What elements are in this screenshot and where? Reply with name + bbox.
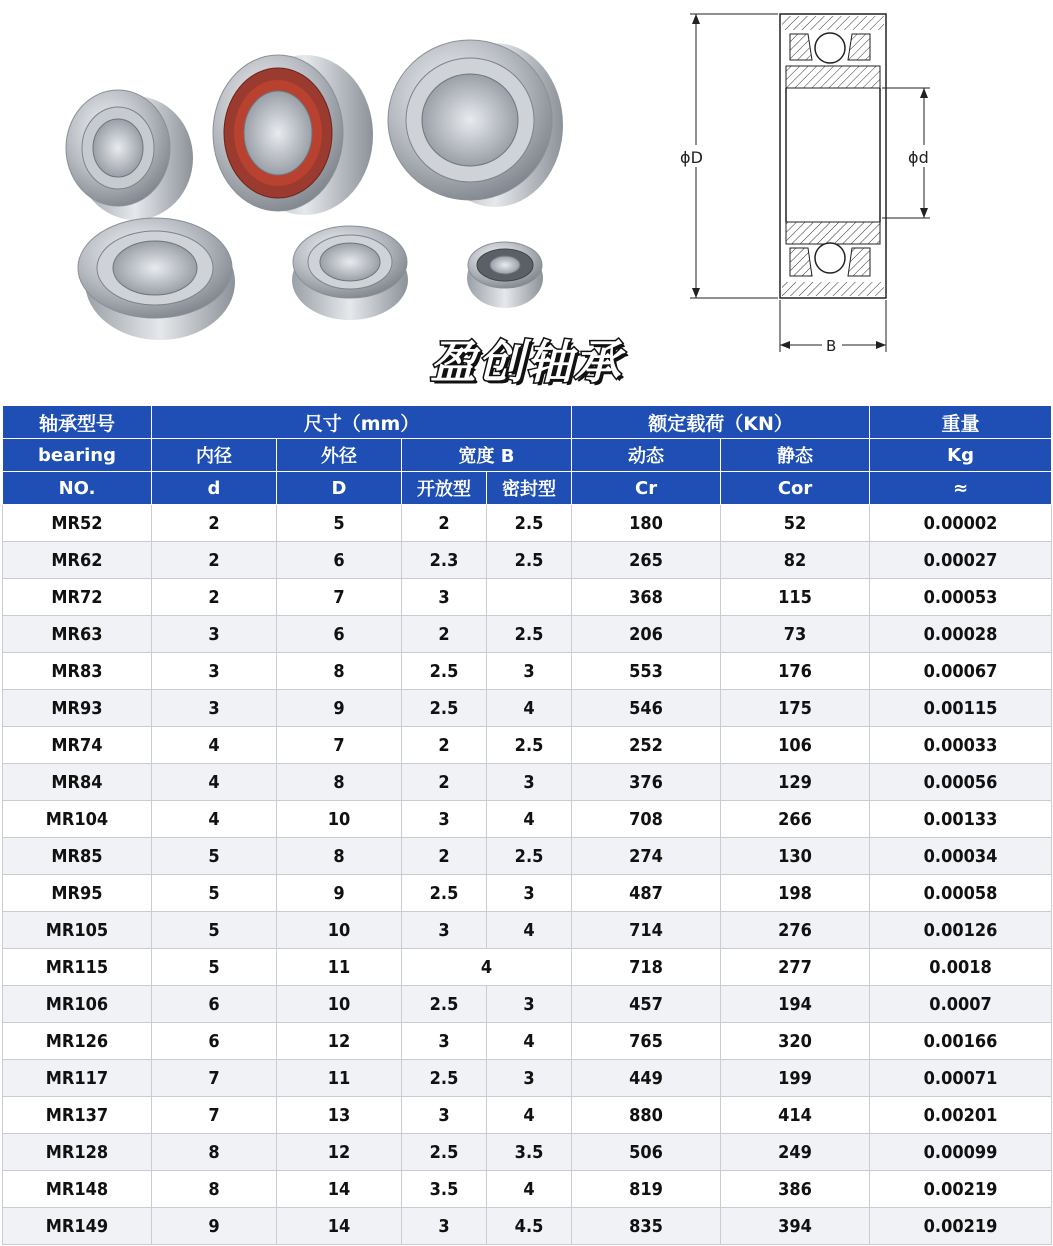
sealed-width-cell — [487, 579, 572, 616]
sealed-width-cell: 2.5 — [487, 838, 572, 875]
header-dynamic-sym: Cr — [572, 472, 721, 505]
header-static: 静态 — [721, 439, 870, 472]
table-row — [3, 616, 1052, 653]
static-load-cell: 52 — [721, 505, 870, 542]
outer-diameter-cell: 10 — [277, 986, 402, 1023]
outer-diameter-cell: 8 — [277, 764, 402, 801]
open-width-cell: 3 — [402, 1208, 487, 1245]
outer-diameter-cell: 14 — [277, 1208, 402, 1245]
open-width-cell: 2.5 — [402, 653, 487, 690]
bearing-no-cell: MR128 — [3, 1134, 152, 1171]
table-row — [3, 1023, 1052, 1060]
inner-diameter-cell: 4 — [152, 764, 277, 801]
static-load-cell: 82 — [721, 542, 870, 579]
inner-diameter-cell: 3 — [152, 690, 277, 727]
outer-diameter-cell: 12 — [277, 1134, 402, 1171]
dynamic-load-cell: 487 — [572, 875, 721, 912]
outer-diameter-cell: 5 — [277, 505, 402, 542]
open-width-cell: 2.5 — [402, 1060, 487, 1097]
table-row — [3, 1171, 1052, 1208]
header-bearing-line2: bearing — [3, 439, 152, 472]
table-row — [3, 875, 1052, 912]
brand-logo: 盈创轴承 — [430, 335, 622, 389]
header-size: 尺寸（mm） — [152, 406, 572, 439]
table-row — [3, 1208, 1052, 1245]
bearing-no-cell: MR117 — [3, 1060, 152, 1097]
dynamic-load-cell: 880 — [572, 1097, 721, 1134]
open-width-cell: 3 — [402, 579, 487, 616]
table-row — [3, 1060, 1052, 1097]
static-load-cell: 73 — [721, 616, 870, 653]
open-width-cell: 2 — [402, 764, 487, 801]
inner-diameter-cell: 8 — [152, 1134, 277, 1171]
outer-diameter-cell: 10 — [277, 801, 402, 838]
open-width-cell: 2 — [402, 838, 487, 875]
bearing-no-cell: MR115 — [3, 949, 152, 986]
bearing-image-6 — [467, 242, 543, 308]
inner-diameter-cell: 2 — [152, 579, 277, 616]
header-approx: ≈ — [870, 472, 1052, 505]
static-load-cell: 276 — [721, 912, 870, 949]
inner-diameter-cell: 5 — [152, 838, 277, 875]
table-row — [3, 653, 1052, 690]
inner-diameter-cell: 2 — [152, 542, 277, 579]
weight-cell: 0.00027 — [870, 542, 1052, 579]
bearing-no-cell: MR83 — [3, 653, 152, 690]
weight-cell: 0.00056 — [870, 764, 1052, 801]
dynamic-load-cell: 819 — [572, 1171, 721, 1208]
dynamic-load-cell: 714 — [572, 912, 721, 949]
header-dynamic: 动态 — [572, 439, 721, 472]
open-width-cell: 2 — [402, 616, 487, 653]
open-width-cell: 2.5 — [402, 1134, 487, 1171]
static-load-cell: 277 — [721, 949, 870, 986]
outer-diameter-cell: 11 — [277, 1060, 402, 1097]
open-width-cell: 2.3 — [402, 542, 487, 579]
outer-diameter-cell: 7 — [277, 727, 402, 764]
static-load-cell: 199 — [721, 1060, 870, 1097]
dynamic-load-cell: 368 — [572, 579, 721, 616]
bearing-image-5 — [292, 226, 408, 320]
dynamic-load-cell: 180 — [572, 505, 721, 542]
open-width-cell: 2.5 — [402, 986, 487, 1023]
outer-diameter-cell: 8 — [277, 653, 402, 690]
static-load-cell: 115 — [721, 579, 870, 616]
outer-diameter-cell: 10 — [277, 912, 402, 949]
open-width-cell: 2 — [402, 727, 487, 764]
header-load: 额定载荷（KN） — [572, 406, 870, 439]
bearing-no-cell: MR72 — [3, 579, 152, 616]
inner-diameter-cell: 6 — [152, 986, 277, 1023]
sealed-width-cell: 3 — [487, 986, 572, 1023]
header-outer-sym: D — [277, 472, 402, 505]
dynamic-load-cell: 457 — [572, 986, 721, 1023]
sealed-width-cell: 2.5 — [487, 542, 572, 579]
bearing-no-cell: MR93 — [3, 690, 152, 727]
static-load-cell: 175 — [721, 690, 870, 727]
open-width-cell: 2.5 — [402, 690, 487, 727]
open-width-cell: 2 — [402, 505, 487, 542]
sealed-width-cell: 4.5 — [487, 1208, 572, 1245]
static-load-cell: 129 — [721, 764, 870, 801]
dynamic-load-cell: 274 — [572, 838, 721, 875]
table-row — [3, 764, 1052, 801]
header-inner: 内径 — [152, 439, 277, 472]
bearing-no-cell: MR95 — [3, 875, 152, 912]
weight-cell: 0.0007 — [870, 986, 1052, 1023]
bearing-no-cell: MR63 — [3, 616, 152, 653]
weight-cell: 0.00099 — [870, 1134, 1052, 1171]
sealed-width-cell: 4 — [487, 690, 572, 727]
open-width-cell: 3 — [402, 912, 487, 949]
static-load-cell: 394 — [721, 1208, 870, 1245]
bearing-no-cell: MR52 — [3, 505, 152, 542]
weight-cell: 0.00219 — [870, 1208, 1052, 1245]
static-load-cell: 176 — [721, 653, 870, 690]
sealed-width-cell: 3 — [487, 1060, 572, 1097]
width-label: B — [826, 337, 837, 355]
dynamic-load-cell: 206 — [572, 616, 721, 653]
weight-cell: 0.00028 — [870, 616, 1052, 653]
sealed-width-cell: 4 — [487, 912, 572, 949]
sealed-width-cell: 2.5 — [487, 727, 572, 764]
inner-diameter-cell: 3 — [152, 616, 277, 653]
inner-diameter-cell: 5 — [152, 875, 277, 912]
sealed-width-cell: 4 — [487, 1023, 572, 1060]
static-load-cell: 198 — [721, 875, 870, 912]
width-cell: 4 — [402, 949, 572, 986]
table-row — [3, 505, 1052, 542]
table-row — [3, 690, 1052, 727]
sealed-width-cell: 2.5 — [487, 505, 572, 542]
outer-diameter-cell: 9 — [277, 690, 402, 727]
weight-cell: 0.00053 — [870, 579, 1052, 616]
header-weight: 重量 — [870, 406, 1052, 439]
inner-diameter-label: ϕd — [908, 148, 929, 167]
open-width-cell: 3 — [402, 1023, 487, 1060]
static-load-cell: 414 — [721, 1097, 870, 1134]
dynamic-load-cell: 265 — [572, 542, 721, 579]
sealed-width-cell: 4 — [487, 1097, 572, 1134]
outer-diameter-cell: 6 — [277, 616, 402, 653]
dynamic-load-cell: 376 — [572, 764, 721, 801]
bearing-no-cell: MR126 — [3, 1023, 152, 1060]
table-row — [3, 579, 1052, 616]
bearing-no-cell: MR85 — [3, 838, 152, 875]
weight-cell: 0.0018 — [870, 949, 1052, 986]
sealed-width-cell: 3.5 — [487, 1134, 572, 1171]
bearing-no-cell: MR149 — [3, 1208, 152, 1245]
bearing-cross-section-diagram — [660, 0, 1053, 400]
table-row — [3, 986, 1052, 1023]
bearing-no-cell: MR105 — [3, 912, 152, 949]
bearing-no-cell: MR148 — [3, 1171, 152, 1208]
header-width: 宽度 B — [402, 439, 572, 472]
header-bearing-line1: 轴承型号 — [3, 406, 152, 439]
open-width-cell: 3.5 — [402, 1171, 487, 1208]
static-load-cell: 194 — [721, 986, 870, 1023]
dynamic-load-cell: 718 — [572, 949, 721, 986]
table-row — [3, 1097, 1052, 1134]
weight-cell: 0.00219 — [870, 1171, 1052, 1208]
bearing-no-cell: MR104 — [3, 801, 152, 838]
inner-diameter-cell: 5 — [152, 912, 277, 949]
outer-diameter-cell: 9 — [277, 875, 402, 912]
sealed-width-cell: 2.5 — [487, 616, 572, 653]
bearing-no-cell: MR74 — [3, 727, 152, 764]
outer-diameter-cell: 13 — [277, 1097, 402, 1134]
header-static-sym: Cor — [721, 472, 870, 505]
header-inner-sym: d — [152, 472, 277, 505]
outer-diameter-cell: 8 — [277, 838, 402, 875]
spec-table-body — [3, 505, 1052, 1245]
weight-cell: 0.00034 — [870, 838, 1052, 875]
dynamic-load-cell: 765 — [572, 1023, 721, 1060]
inner-diameter-cell: 3 — [152, 653, 277, 690]
header-bearing-line3: NO. — [3, 472, 152, 505]
bearing-no-cell: MR106 — [3, 986, 152, 1023]
sealed-width-cell: 3 — [487, 875, 572, 912]
table-row — [3, 801, 1052, 838]
outer-diameter-cell: 11 — [277, 949, 402, 986]
dynamic-load-cell: 252 — [572, 727, 721, 764]
bearing-image-2 — [213, 55, 373, 215]
static-load-cell: 320 — [721, 1023, 870, 1060]
open-width-cell: 3 — [402, 1097, 487, 1134]
sealed-width-cell: 3 — [487, 764, 572, 801]
header-open-type: 开放型 — [402, 472, 487, 505]
bearing-no-cell: MR84 — [3, 764, 152, 801]
outer-diameter-cell: 7 — [277, 579, 402, 616]
outer-diameter-label: ϕD — [680, 148, 703, 167]
bearing-spec-table — [2, 405, 1052, 1245]
bearing-no-cell: MR137 — [3, 1097, 152, 1134]
inner-diameter-cell: 8 — [152, 1171, 277, 1208]
inner-diameter-cell: 7 — [152, 1097, 277, 1134]
static-load-cell: 386 — [721, 1171, 870, 1208]
table-row — [3, 838, 1052, 875]
dynamic-load-cell: 449 — [572, 1060, 721, 1097]
weight-cell: 0.00126 — [870, 912, 1052, 949]
static-load-cell: 106 — [721, 727, 870, 764]
outer-diameter-cell: 14 — [277, 1171, 402, 1208]
inner-diameter-cell: 2 — [152, 505, 277, 542]
table-row — [3, 949, 1052, 986]
weight-cell: 0.00067 — [870, 653, 1052, 690]
weight-cell: 0.00201 — [870, 1097, 1052, 1134]
outer-diameter-cell: 12 — [277, 1023, 402, 1060]
open-width-cell: 3 — [402, 801, 487, 838]
inner-diameter-cell: 7 — [152, 1060, 277, 1097]
bearing-no-cell: MR62 — [3, 542, 152, 579]
weight-cell: 0.00071 — [870, 1060, 1052, 1097]
inner-diameter-cell: 5 — [152, 949, 277, 986]
weight-cell: 0.00058 — [870, 875, 1052, 912]
inner-diameter-cell: 6 — [152, 1023, 277, 1060]
table-row — [3, 542, 1052, 579]
sealed-width-cell: 4 — [487, 801, 572, 838]
dynamic-load-cell: 546 — [572, 690, 721, 727]
header-outer: 外径 — [277, 439, 402, 472]
dynamic-load-cell: 835 — [572, 1208, 721, 1245]
table-row — [3, 727, 1052, 764]
dynamic-load-cell: 553 — [572, 653, 721, 690]
static-load-cell: 130 — [721, 838, 870, 875]
header-sealed-type: 密封型 — [487, 472, 572, 505]
outer-diameter-cell: 6 — [277, 542, 402, 579]
weight-cell: 0.00133 — [870, 801, 1052, 838]
weight-cell: 0.00033 — [870, 727, 1052, 764]
table-row — [3, 1134, 1052, 1171]
inner-diameter-cell: 4 — [152, 727, 277, 764]
sealed-width-cell: 4 — [487, 1171, 572, 1208]
static-load-cell: 266 — [721, 801, 870, 838]
table-row — [3, 912, 1052, 949]
dynamic-load-cell: 506 — [572, 1134, 721, 1171]
open-width-cell: 2.5 — [402, 875, 487, 912]
weight-cell: 0.00115 — [870, 690, 1052, 727]
sealed-width-cell: 3 — [487, 653, 572, 690]
inner-diameter-cell: 9 — [152, 1208, 277, 1245]
header-weight-unit: Kg — [870, 439, 1052, 472]
inner-diameter-cell: 4 — [152, 801, 277, 838]
weight-cell: 0.00002 — [870, 505, 1052, 542]
weight-cell: 0.00166 — [870, 1023, 1052, 1060]
static-load-cell: 249 — [721, 1134, 870, 1171]
dynamic-load-cell: 708 — [572, 801, 721, 838]
